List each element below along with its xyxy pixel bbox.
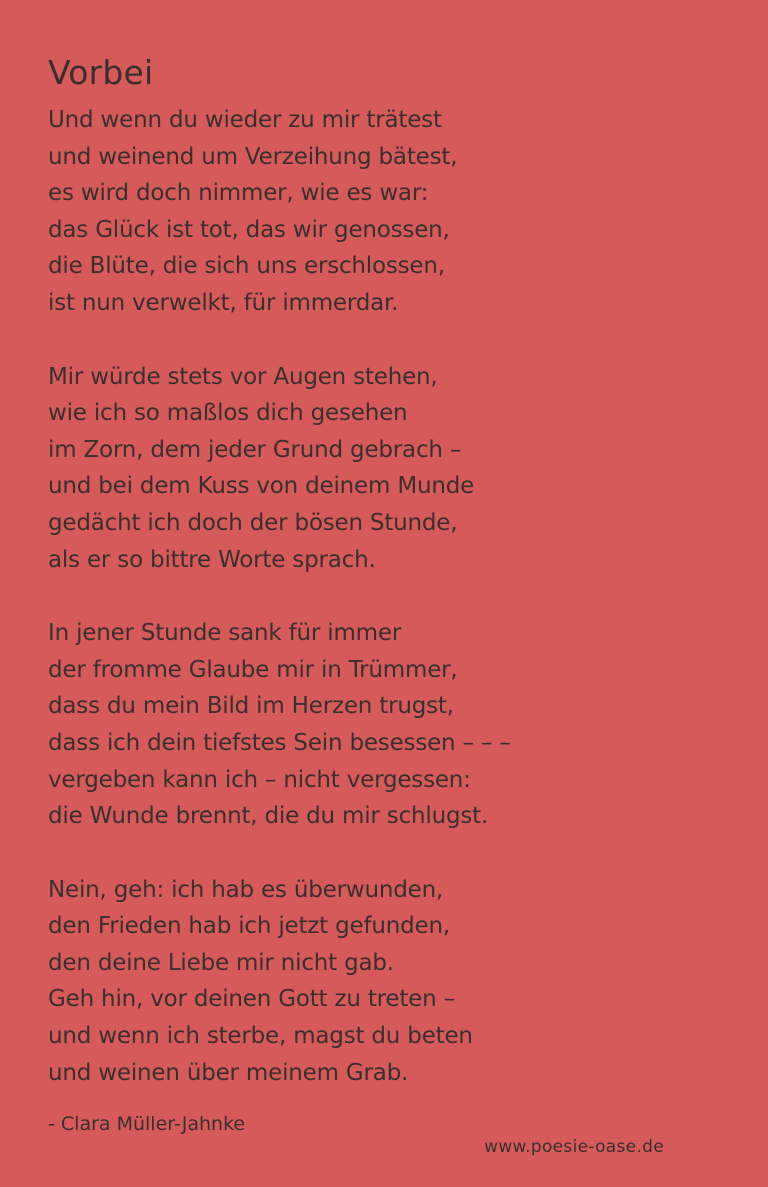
poem-line: und wenn ich sterbe, magst du beten <box>48 1023 473 1050</box>
poem-line: den deine Liebe mir nicht gab. <box>48 949 394 976</box>
poem-line: dass du mein Bild im Herzen trugst, <box>48 693 454 720</box>
poem-line: Geh hin, vor deinen Gott zu treten – <box>48 986 455 1013</box>
poem-line: und weinend um Verzeihung bätest, <box>48 143 458 170</box>
stanza-4 <box>48 872 738 1092</box>
poem-line: im Zorn, dem jeder Grund gebrach – <box>48 436 462 463</box>
poem-line: es wird doch nimmer, wie es war: <box>48 180 429 207</box>
poem-line: gedächt ich doch der bösen Stunde, <box>48 509 458 536</box>
poem-line: wie ich so maßlos dich gesehen <box>48 400 408 427</box>
poem-line: Mir würde stets vor Augen stehen, <box>48 363 438 390</box>
poem-line: dass ich dein tiefstes Sein besessen – – – <box>48 729 511 756</box>
poem-line: Nein, geh: ich hab es überwunden, <box>48 876 444 903</box>
stanza-3 <box>48 615 738 835</box>
poem-line: ist nun verwelkt, für immerdar. <box>48 289 399 316</box>
poem-line: vergeben kann ich – nicht vergessen: <box>48 766 471 793</box>
poem-line: der fromme Glaube mir in Trümmer, <box>48 656 458 683</box>
poem-title: Vorbei <box>48 53 154 92</box>
poem-author: - Clara Müller-Jahnke <box>48 1113 246 1135</box>
poem-line: und weinen über meinem Grab. <box>48 1059 409 1086</box>
poem-line: das Glück ist tot, das wir genossen, <box>48 216 450 243</box>
website-credit: www.poesie-oase.de <box>484 1137 664 1157</box>
stanza-2 <box>48 359 738 579</box>
poem-line: den Frieden hab ich jetzt gefunden, <box>48 913 450 940</box>
poem-line: die Blüte, die sich uns erschlossen, <box>48 253 445 280</box>
stanza-1 <box>48 102 738 322</box>
poem-line: und bei dem Kuss von deinem Munde <box>48 473 475 500</box>
poem-line: als er so bittre Worte sprach. <box>48 546 376 573</box>
poem-line: die Wunde brennt, die du mir schlugst. <box>48 803 489 830</box>
poem-line: In jener Stunde sank für immer <box>48 620 402 647</box>
poem-container <box>48 52 738 1128</box>
poem-line: Und wenn du wieder zu mir trätest <box>48 107 442 133</box>
